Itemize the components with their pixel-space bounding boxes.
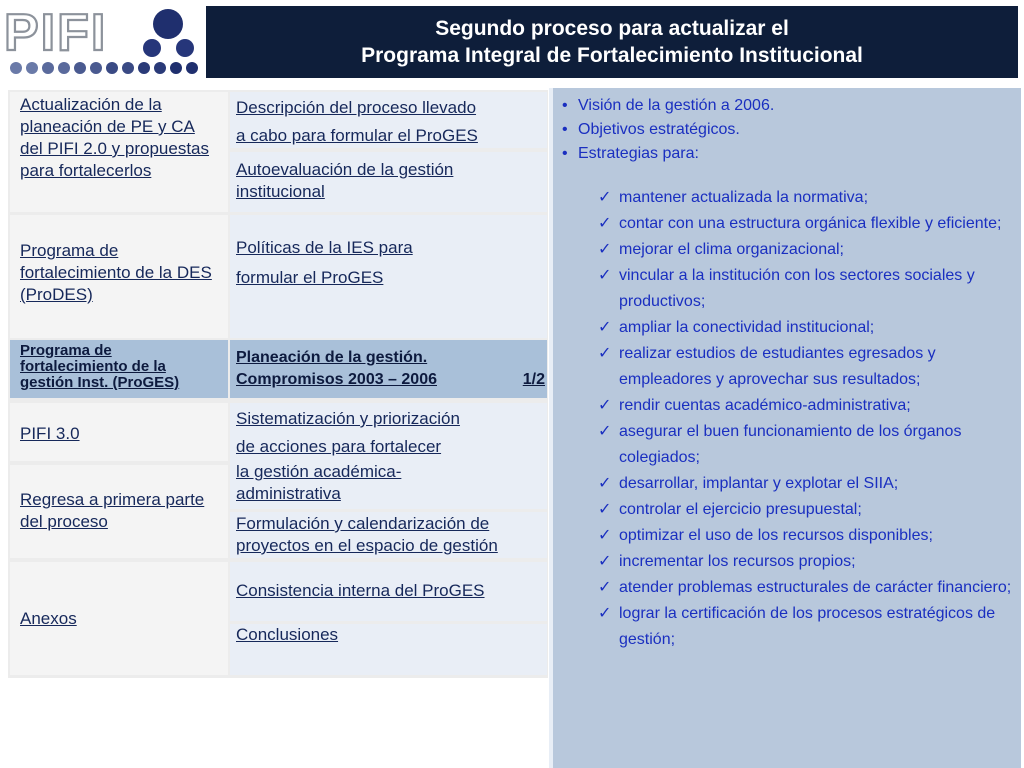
- title-line-1: Segundo proceso para actualizar el: [435, 17, 789, 40]
- mid-nav-formulacion-link[interactable]: Formulación y calendarización de proyectos en el espacio de gestión: [236, 514, 498, 555]
- pifi-logo: [0, 0, 205, 88]
- check-icon: ✓: [598, 345, 612, 362]
- left-nav-actualizacion[interactable]: [10, 92, 228, 212]
- check-icon: ✓: [598, 319, 612, 336]
- check-item: [556, 549, 1016, 575]
- bullet-estrategias: • Estrategias para:: [556, 141, 1016, 167]
- left-nav-regresa[interactable]: [10, 465, 228, 558]
- left-nav-actualizacion-link[interactable]: Actualización de la planeación de PE y CA del PIFI 2.0 y propuestas para fortalecerlos: [20, 95, 209, 180]
- mid-nav-autoevaluacion[interactable]: [230, 152, 547, 212]
- check-icon: ✓: [598, 423, 612, 440]
- mid-nav-formulacion[interactable]: [230, 512, 547, 558]
- check-item-text: atender problemas estructurales de carácter financiero;: [619, 579, 1012, 596]
- check-item-text: desarrollar, implantar y explotar el SIIA;: [619, 475, 899, 492]
- mid-nav-planeacion-line2[interactable]: Compromisos 2003 – 2006: [236, 371, 437, 388]
- check-icon: ✓: [598, 241, 612, 258]
- mid-nav-descripcion-line2[interactable]: a cabo para formular el ProGES: [236, 126, 478, 145]
- mid-nav-planeacion-page[interactable]: 1/2: [522, 371, 545, 388]
- check-item-text: contar con una estructura orgánica flexible y eficiente;: [619, 215, 1002, 232]
- bullet-vision: • Visión de la gestión a 2006.: [556, 93, 1016, 119]
- mid-nav-descripcion-line1[interactable]: Descripción del proceso llevado: [236, 98, 477, 117]
- check-item: [556, 185, 1016, 211]
- left-nav-pifi30-link[interactable]: PIFI 3.0: [20, 424, 80, 443]
- check-item-text: optimizar el uso de los recursos disponibles;: [619, 527, 933, 544]
- check-item-text: rendir cuentas académico-administrativa;: [619, 397, 911, 414]
- check-icon: ✓: [598, 605, 612, 622]
- mid-nav-sistematizacion[interactable]: [230, 403, 547, 509]
- left-nav-prodes-link[interactable]: Programa de fortalecimiento de la DES (ProDES): [20, 241, 212, 304]
- check-icon: ✓: [598, 527, 612, 544]
- check-item: [556, 315, 1016, 341]
- check-icon: ✓: [598, 501, 612, 518]
- check-item-text: vincular a la institución con los sectores sociales y productivos;: [619, 267, 975, 310]
- bullet-objetivos: • Objetivos estratégicos.: [556, 119, 1016, 141]
- mid-nav-consistencia-link[interactable]: Consistencia interna del ProGES: [236, 581, 485, 600]
- check-icon: ✓: [598, 189, 612, 206]
- mid-nav-sistematizacion-line3[interactable]: la gestión académica-administrativa: [236, 462, 402, 503]
- left-nav-pifi30[interactable]: [10, 403, 228, 461]
- check-item: [556, 601, 1016, 653]
- mid-nav-consistencia[interactable]: [230, 562, 547, 621]
- check-item-text: asegurar el buen funcionamiento de los órganos colegiados;: [619, 423, 962, 466]
- check-item: [556, 341, 1016, 393]
- mid-nav-politicas[interactable]: [230, 215, 547, 338]
- check-item-text: mejorar el clima organizacional;: [619, 241, 844, 258]
- check-item-text: controlar el ejercicio presupuestal;: [619, 501, 862, 518]
- strategies-list: [556, 93, 1016, 653]
- mid-nav-conclusiones[interactable]: [230, 624, 547, 675]
- check-item: [556, 211, 1016, 237]
- check-item: [556, 263, 1016, 315]
- mid-nav-politicas-line1[interactable]: Políticas de la IES para: [236, 238, 413, 257]
- check-icon: ✓: [598, 397, 612, 414]
- check-item: [556, 393, 1016, 419]
- check-icon: ✓: [598, 553, 612, 570]
- check-item-text: mantener actualizada la normativa;: [619, 189, 869, 206]
- page-title: [206, 6, 1018, 78]
- check-item-text: realizar estudios de estudiantes egresados y empleadores y aprovechar sus resultados;: [619, 345, 936, 388]
- title-line-2: Programa Integral de Fortalecimiento Institucional: [361, 44, 863, 67]
- left-nav-proges[interactable]: [10, 340, 228, 398]
- mid-nav-sistematizacion-line1[interactable]: Sistematización y priorización: [236, 409, 460, 428]
- check-icon: ✓: [598, 579, 612, 596]
- check-item-text: lograr la certificación de los procesos estratégicos de gestión;: [619, 605, 996, 648]
- check-item: [556, 523, 1016, 549]
- check-icon: ✓: [598, 215, 612, 232]
- check-item: [556, 497, 1016, 523]
- mid-nav-conclusiones-link[interactable]: Conclusiones: [236, 625, 339, 644]
- mid-nav-descripcion[interactable]: [230, 92, 547, 148]
- left-nav-regresa-link[interactable]: Regresa a primera parte del proceso: [20, 490, 205, 531]
- mid-nav-planeacion-line1[interactable]: Planeación de la gestión.: [236, 349, 428, 366]
- mid-nav-planeacion[interactable]: [230, 340, 547, 398]
- left-nav-anexos-link[interactable]: Anexos: [20, 609, 77, 628]
- left-nav-prodes[interactable]: [10, 215, 228, 338]
- mid-nav-sistematizacion-line2[interactable]: de acciones para fortalecer: [236, 437, 442, 456]
- check-item: [556, 419, 1016, 471]
- check-icon: ✓: [598, 267, 612, 284]
- left-nav-proges-link[interactable]: Programa de fortalecimiento de la gestión Inst. (ProGES): [20, 342, 180, 391]
- mid-nav-politicas-line2[interactable]: formular el ProGES: [236, 268, 384, 287]
- check-item: [556, 237, 1016, 263]
- check-item-text: incrementar los recursos propios;: [619, 553, 856, 570]
- left-nav-anexos[interactable]: [10, 562, 228, 675]
- check-icon: ✓: [598, 475, 612, 492]
- bottom-blank: [0, 678, 549, 768]
- check-item: [556, 575, 1016, 601]
- logo-circles-icon: [0, 0, 205, 88]
- check-item: [556, 471, 1016, 497]
- logo-text: PIFI: [4, 4, 108, 62]
- check-item-text: ampliar la conectividad institucional;: [619, 319, 875, 336]
- mid-nav-autoevaluacion-link[interactable]: Autoevaluación de la gestión institucional: [236, 160, 454, 201]
